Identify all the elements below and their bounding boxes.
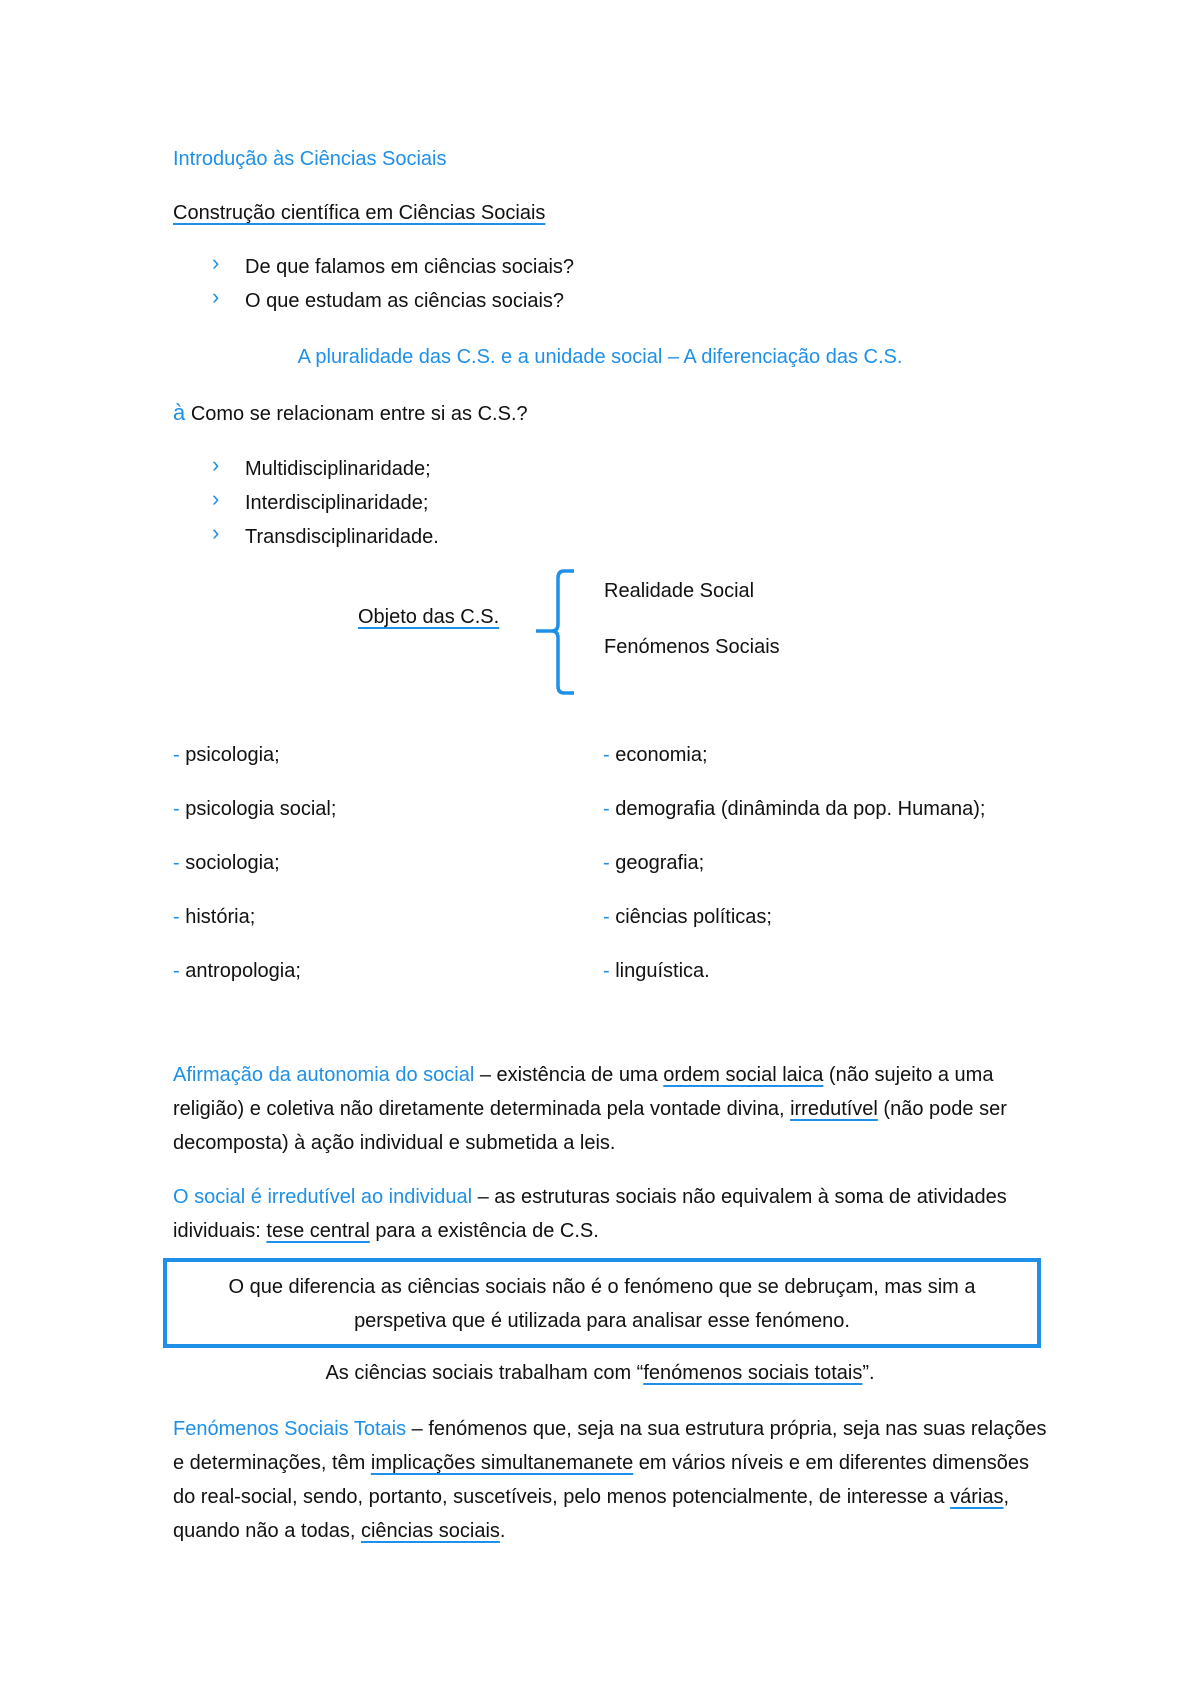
list-item: - geografia; [603,852,705,874]
list-item: - economia; [603,744,708,766]
relation-question [173,396,528,431]
object-item: Fenómenos Sociais [604,636,780,658]
underlined-term: várias [950,1486,1004,1508]
object-label: Objeto das C.S. [358,606,500,628]
section-heading: A pluralidade das C.S. e a unidade social – A diferenciação das C.S. [297,346,903,368]
list-item: - sociologia; [173,852,280,874]
total-phenomena-line: As ciências sociais trabalham com “fenómenos sociais totais”. [325,1362,875,1384]
list-item: De que falamos em ciências sociais? [245,256,575,278]
document-title: Introdução às Ciências Sociais [173,148,447,170]
list-item: - ciências políticas; [603,906,772,928]
term-highlight: Afirmação da autonomia do social [173,1064,475,1086]
box-line: perspetiva que é utilizada para analisar esse fenómeno. [354,1310,850,1332]
section-subtitle: Construção científica em Ciências Sociais [173,202,546,224]
list-item: O que estudam as ciências sociais? [245,290,565,312]
list-item: - psicologia social; [173,798,337,820]
bullet-chevron-icon: › [212,250,220,275]
underlined-term: tese central [266,1220,370,1242]
list-item: Transdisciplinaridade. [245,526,439,548]
underlined-term: ciências sociais [360,1520,500,1542]
list-item: Multidisciplinaridade; [245,458,431,480]
list-item: Interdisciplinaridade; [245,492,429,514]
term-highlight: O social é irredutível ao individual [173,1186,473,1208]
irreducible-paragraph: O social é irredutível ao individual – as estruturas sociais não equivalem à soma de atividades idividuais: tese central para a existência de C.S. [173,1186,1007,1242]
bullet-chevron-icon: › [212,486,220,511]
list-item: - demografia (dinâminda da pop. Humana); [603,798,986,820]
box-line: O que diferencia as ciências sociais não é o fenómeno que se debruçam, mas sim a [228,1276,976,1298]
relation-question-text: Como se relacionam entre si as C.S.? [190,403,528,425]
underlined-term: irredutível [790,1098,878,1120]
object-item: Realidade Social [604,580,755,602]
total-phenomena-definition: Fenómenos Sociais Totais – fenómenos que, seja na sua estrutura própria, seja nas suas relações e determinações, têm implicações simultanemanete em vários níveis e em diferentes dimensões do real-social, sendo, portanto, suscetíveis, pelo menos potencialmente, de interesse a várias, quando não a todas, ciências sociais. [173,1418,1047,1542]
bullet-chevron-icon: › [212,284,220,309]
term-highlight: Fenómenos Sociais Totais [173,1418,407,1440]
highlight-box [163,1258,1041,1348]
underlined-term: ordem social laica [663,1064,824,1086]
curly-brace-icon [530,568,580,698]
list-item: - linguística. [603,960,710,982]
bullet-chevron-icon: › [212,520,220,545]
bullet-chevron-icon: › [212,452,220,477]
underlined-term: implicações simultanemanete [370,1452,634,1474]
arrow-icon: à [173,400,186,425]
underlined-term: fenómenos sociais totais [643,1362,863,1384]
autonomy-paragraph: Afirmação da autonomia do social – existência de uma ordem social laica (não sujeito a uma religião) e coletiva não diretamente determinada pela vontade divina, irredutível (não pode ser decomposta) à ação individual e submetida a leis. [173,1064,1007,1154]
list-item: - antropologia; [173,960,301,982]
list-item: - história; [173,906,256,928]
list-item: - psicologia; [173,744,280,766]
